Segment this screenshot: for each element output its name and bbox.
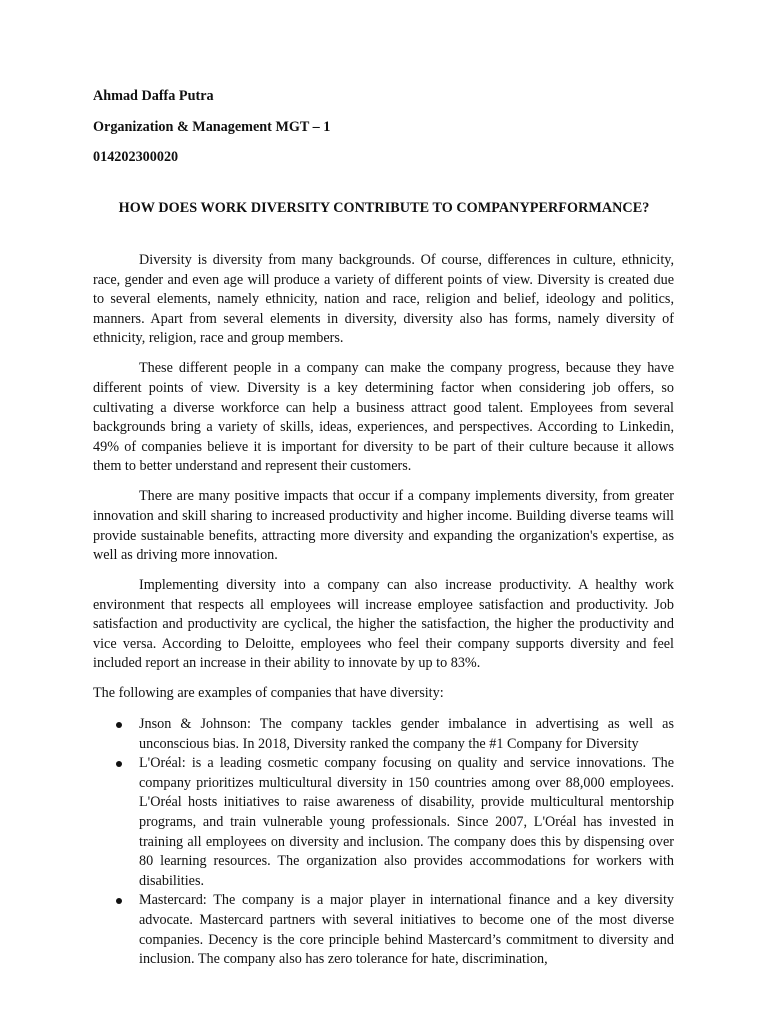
document-body (93, 251, 674, 970)
list-item (93, 754, 674, 891)
paragraph: These different people in a company can make the company progress, because they have different points of view. Diversity is a key determining factor when considering job offers, so cultivating a diverse workforce can help a business attract good talent. Employees from several backgrounds bring a variety of skills, ideas, experiences, and perspectives. According to Linkedin, 49% of companies believe it is important for diversity to be part of their culture because it allows them to better understand and represent their customers. (93, 360, 674, 475)
examples-list (93, 715, 674, 970)
course-name: Organization & Management MGT – 1 (93, 118, 331, 135)
student-id: 014202300020 (93, 149, 179, 165)
document-header (93, 86, 693, 178)
list-item-text: L'Oréal: is a leading cosmetic company focusing on quality and service innovations. The company prioritizes multicultural diversity in 150 countries among over 88,000 employees. L'Oréal hosts initiatives to raise awareness of disability, provide multicultural mentorship programs, and train vulnerable young professionals. Since 2007, L'Oréal has invested in training all employees on diversity and inclusion. The company does this by dispensing over 80 learning resources. The organization also provides accommodations for workers with disabilities. (139, 755, 674, 889)
bullet-icon (116, 722, 122, 728)
paragraph: Diversity is diversity from many backgrounds. Of course, differences in culture, ethnicity, race, gender and even age will produce a variety of different points of view. Diversity is created due to several elements, namely ethnicity, nation and race, religion and belief, ideology and politics, manners. Apart from several elements in diversity, diversity also has forms, namely diversity of ethnicity, religion, race and group members. (93, 252, 674, 347)
list-item (93, 715, 674, 754)
author-name: Ahmad Daffa Putra (93, 88, 214, 104)
list-item-text: Mastercard: The company is a major player in international finance and a key diversity advocate. Mastercard partners with several initiatives to become one of the most diverse companies. Decency is the core principle behind Mastercard’s commitment to diversity and inclusion. The company also has zero tolerance for hate, discrimination, (139, 892, 674, 968)
examples-intro: The following are examples of companies that have diversity: (93, 685, 444, 702)
paragraph: There are many positive impacts that occur if a company implements diversity, from greater innovation and skill sharing to increased productivity and higher income. Building diverse teams will provide sustainable benefits, attracting more diversity and expanding the organization's expertise, as well as driving more innovation. (93, 488, 674, 564)
list-item-text: Jnson & Johnson: The company tackles gender imbalance in advertising as well as unconscious bias. In 2018, Diversity ranked the company the #1 Company for Diversity (139, 716, 674, 752)
bullet-icon (116, 761, 122, 767)
list-item (93, 891, 674, 969)
paragraph: Implementing diversity into a company can also increase productivity. A healthy work environment that respects all employees will increase employee satisfaction and productivity. Job satisfaction and productivity are cyclical, the higher the satisfaction, the higher the productivity and vice versa. According to Deloitte, employees who feel their company supports diversity and feel included report an increase in their ability to innovate by up to 83%. (93, 577, 674, 672)
document-title: HOW DOES WORK DIVERSITY CONTRIBUTE TO COMPANYPERFORMANCE? (118, 200, 650, 216)
bullet-icon (116, 898, 122, 904)
